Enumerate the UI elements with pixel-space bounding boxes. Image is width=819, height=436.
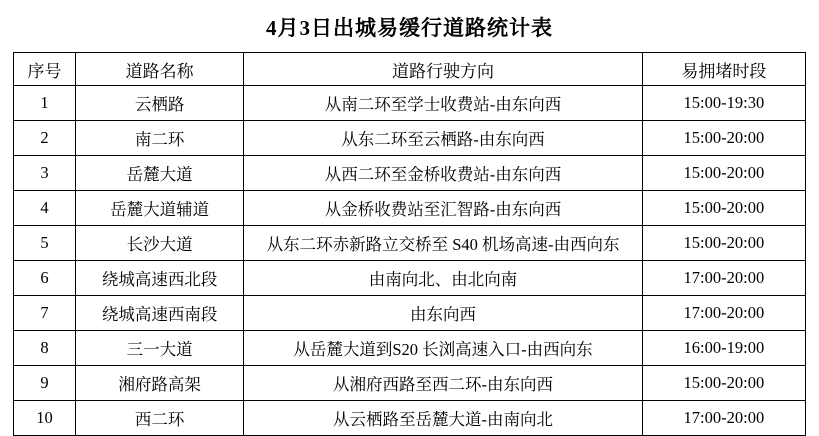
cell-index: 10 <box>14 401 76 436</box>
table-row <box>14 226 806 261</box>
cell-index: 7 <box>14 296 76 331</box>
table-row <box>14 331 806 366</box>
column-header-direction: 道路行驶方向 <box>244 53 643 86</box>
table-row <box>14 86 806 121</box>
cell-road-name: 长沙大道 <box>76 226 244 261</box>
table-header-row <box>14 53 806 86</box>
cell-direction: 从西二环至金桥收费站-由东向西 <box>244 156 643 191</box>
cell-road-name: 绕城高速西北段 <box>76 261 244 296</box>
cell-index: 3 <box>14 156 76 191</box>
cell-time: 15:00-20:00 <box>642 156 805 191</box>
table-row <box>14 401 806 436</box>
cell-road-name: 云栖路 <box>76 86 244 121</box>
cell-direction: 从南二环至学士收费站-由东向西 <box>244 86 643 121</box>
cell-road-name: 岳麓大道 <box>76 156 244 191</box>
cell-time: 17:00-20:00 <box>642 261 805 296</box>
cell-direction: 由南向北、由北向南 <box>244 261 643 296</box>
table-row <box>14 261 806 296</box>
table-row <box>14 156 806 191</box>
cell-direction: 从东二环至云栖路-由东向西 <box>244 121 643 156</box>
column-header-index: 序号 <box>14 53 76 86</box>
cell-index: 1 <box>14 86 76 121</box>
cell-road-name: 绕城高速西南段 <box>76 296 244 331</box>
cell-index: 4 <box>14 191 76 226</box>
cell-index: 8 <box>14 331 76 366</box>
table-header <box>14 53 806 86</box>
table-body <box>14 86 806 436</box>
cell-direction: 从东二环赤新路立交桥至 S40 机场高速-由西向东 <box>244 226 643 261</box>
cell-direction: 从云栖路至岳麓大道-由南向北 <box>244 401 643 436</box>
cell-time: 17:00-20:00 <box>642 401 805 436</box>
cell-index: 2 <box>14 121 76 156</box>
page-title: 4月3日出城易缓行道路统计表 <box>266 16 553 40</box>
cell-road-name: 湘府路高架 <box>76 366 244 401</box>
cell-time: 15:00-20:00 <box>642 226 805 261</box>
cell-time: 16:00-19:00 <box>642 331 805 366</box>
cell-time: 15:00-19:30 <box>642 86 805 121</box>
column-header-time: 易拥堵时段 <box>642 53 805 86</box>
cell-index: 6 <box>14 261 76 296</box>
cell-time: 15:00-20:00 <box>642 121 805 156</box>
cell-time: 15:00-20:00 <box>642 366 805 401</box>
cell-index: 5 <box>14 226 76 261</box>
table-row <box>14 191 806 226</box>
cell-time: 15:00-20:00 <box>642 191 805 226</box>
cell-road-name: 岳麓大道辅道 <box>76 191 244 226</box>
cell-index: 9 <box>14 366 76 401</box>
cell-direction: 从岳麓大道到S20 长浏高速入口-由西向东 <box>244 331 643 366</box>
cell-direction: 从湘府西路至西二环-由东向西 <box>244 366 643 401</box>
cell-direction: 由东向西 <box>244 296 643 331</box>
road-statistics-table <box>13 52 806 436</box>
table-row <box>14 121 806 156</box>
table-row <box>14 366 806 401</box>
cell-time: 17:00-20:00 <box>642 296 805 331</box>
column-header-road-name: 道路名称 <box>76 53 244 86</box>
table-row <box>14 296 806 331</box>
cell-road-name: 西二环 <box>76 401 244 436</box>
cell-road-name: 南二环 <box>76 121 244 156</box>
cell-road-name: 三一大道 <box>76 331 244 366</box>
cell-direction: 从金桥收费站至汇智路-由东向西 <box>244 191 643 226</box>
